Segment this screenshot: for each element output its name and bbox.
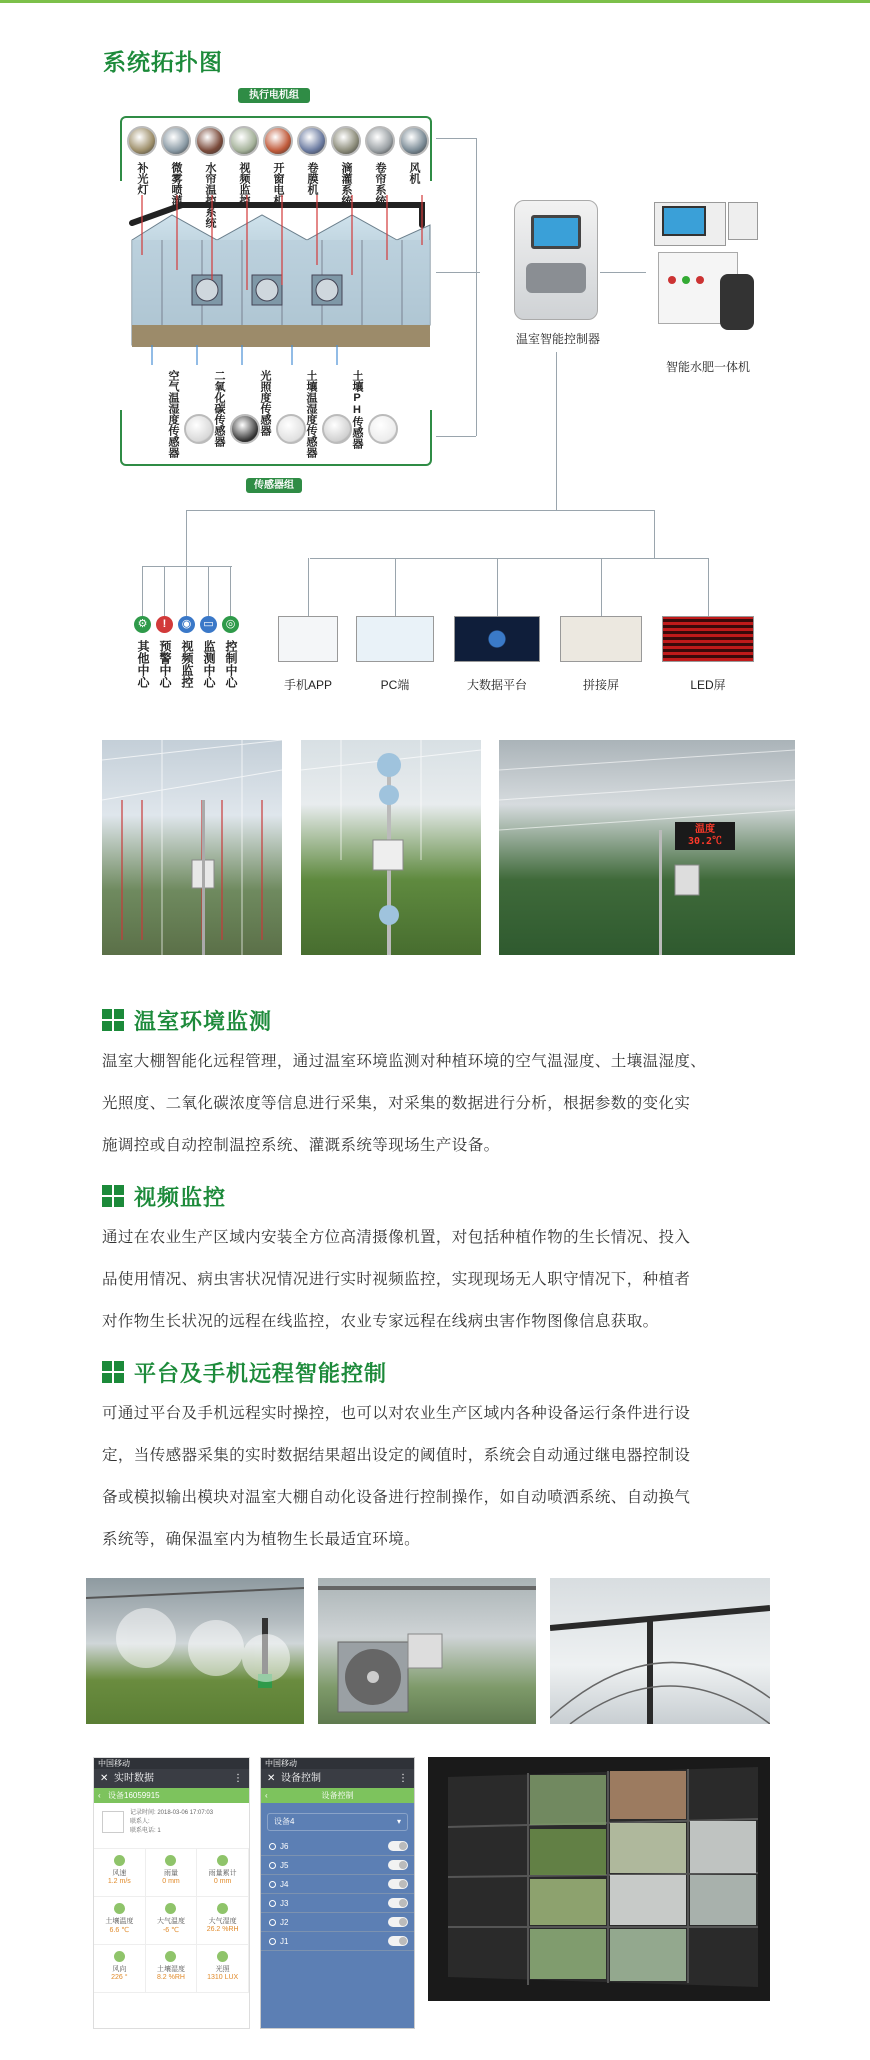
paragraph-line: 备或模拟输出模块对温室大棚自动化设备进行控制操作，如自动喷洒系统、自动换气 — [102, 1489, 691, 1506]
sensor-cell-value: 226 ° — [111, 1974, 128, 1981]
sensor-cell-name: 光照 — [215, 1966, 230, 1973]
center-label: 视频监控 — [180, 640, 194, 688]
actuator-label: 卷膜机 — [306, 162, 318, 195]
paragraph-line: 光照度、二氧化碳浓度等信息进行采集，对采集的数据进行分析，根据参数的变化实 — [102, 1095, 691, 1112]
switch-row — [261, 1837, 414, 1856]
greenhouse-illustration — [122, 195, 440, 365]
mist-irrigation-photo — [86, 1578, 304, 1724]
sensor-cell-icon — [217, 1903, 228, 1914]
more-icon[interactable]: ⋮ — [233, 1773, 243, 1784]
fertigation-device — [646, 196, 770, 346]
controller-screen — [531, 215, 581, 249]
section-icon — [102, 1009, 124, 1031]
actuator-group-label: 执行电机组 — [238, 88, 310, 103]
sensor-label: 土壤温湿度传感器 — [305, 370, 317, 458]
controller-device — [514, 200, 598, 320]
terminal-screen — [356, 616, 434, 662]
section-heading — [102, 1005, 772, 1035]
actuator-label: 视频监控 — [238, 162, 250, 206]
roof-frame-photo — [550, 1578, 770, 1724]
sensor-label: 空气温湿度传感器 — [167, 370, 179, 458]
device-select[interactable] — [267, 1813, 408, 1831]
actuator-label: 风机 — [408, 162, 420, 184]
sensor-cell-name: 土壤温度 — [105, 1918, 134, 1925]
connector-line — [230, 566, 231, 616]
connector-line — [476, 138, 477, 436]
connector-line — [142, 566, 143, 616]
switch-label: J5 — [280, 1861, 289, 1870]
sensor-cell-icon — [114, 1855, 125, 1866]
connector-line — [436, 272, 480, 273]
topology-title: 系统拓扑图 — [103, 49, 223, 75]
sensor-cell-name: 大气温度 — [156, 1918, 185, 1925]
switch-row — [261, 1856, 414, 1875]
sensor-cell-icon — [217, 1951, 228, 1962]
sensor-cell — [94, 1897, 146, 1945]
terminal-label: 大数据平台 — [466, 678, 527, 692]
sensor-cell — [146, 1897, 198, 1945]
switch-row — [261, 1932, 414, 1951]
paragraph-line: 通过在农业生产区域内安装全方位高清摄像机置，对包括种植作物的生长情况、投入 — [102, 1229, 691, 1246]
terminal-screen — [662, 616, 754, 662]
sensor-cell — [197, 1897, 249, 1945]
sensor-icon — [276, 414, 306, 444]
toggle-switch[interactable] — [388, 1917, 408, 1927]
info-line: 记录时间: 2018-03-06 17:07:03 — [130, 1810, 214, 1816]
connector-line — [497, 558, 498, 616]
sensor-cell — [197, 1945, 249, 1993]
actuator-label: 水帘温控系统 — [204, 162, 216, 228]
paragraph-line: 定，当传感器采集的实时数据结果超出设定的阈值时，系统会自动通过继电器控制设 — [102, 1447, 691, 1464]
actuator-icon — [297, 126, 327, 156]
actuator-label: 微雾喷灌 — [170, 162, 182, 206]
connector-line — [436, 436, 476, 437]
section-icon — [102, 1185, 124, 1207]
connector-line — [601, 558, 602, 616]
actuator-icon — [195, 126, 225, 156]
sensor-cell-value: 0 mm — [162, 1878, 180, 1885]
connector-line — [186, 566, 187, 616]
connector-line — [308, 558, 309, 616]
sensor-cell-icon — [114, 1951, 125, 1962]
actuator-label: 卷帘系统 — [374, 162, 386, 206]
actuator-icon — [365, 126, 395, 156]
video-wall-photo — [428, 1757, 770, 2001]
actuator-icon — [127, 126, 157, 156]
switch-row — [261, 1913, 414, 1932]
actuator-icon — [161, 126, 191, 156]
sensor-label: 光照度传感器 — [259, 370, 271, 436]
relay-icon — [269, 1900, 276, 1907]
terminal-screen — [278, 616, 338, 662]
led-readout: 温度 30.2℃ — [687, 824, 723, 847]
terminal-label: LED屏 — [690, 678, 726, 692]
paragraph-line: 品使用情况、病虫害状况情况进行实时视频监控，实现现场无人职守情况下，种植者 — [102, 1271, 691, 1288]
section-title: 温室环境监测 — [134, 1008, 273, 1034]
actuator-icon — [263, 126, 293, 156]
fertigation-label: 智能水肥一体机 — [665, 360, 750, 374]
sensor-cell-icon — [165, 1903, 176, 1914]
phone1-device: 设备16059915 — [108, 1791, 160, 1800]
sensor-cell-icon — [165, 1855, 176, 1866]
relay-icon — [269, 1938, 276, 1945]
switch-row — [261, 1894, 414, 1913]
monitor-icon: ▭ — [200, 616, 217, 633]
sensor-cell-value: 1.2 m/s — [107, 1878, 131, 1885]
center-label: 监测中心 — [202, 640, 216, 688]
sensor-icon — [322, 414, 352, 444]
connector-line — [395, 558, 396, 616]
connector-line — [600, 272, 646, 273]
actuator-icon — [331, 126, 361, 156]
paragraph-line: 温室大棚智能化远程管理，通过温室环境监测对种植环境的空气温湿度、土壤温湿度、 — [102, 1053, 707, 1070]
sensor-cell-icon — [114, 1903, 125, 1914]
warning-icon: ! — [156, 616, 173, 633]
connector-line — [208, 566, 209, 616]
toggle-switch[interactable] — [388, 1879, 408, 1889]
connector-line — [436, 138, 476, 139]
section-paragraph — [102, 1041, 772, 1167]
actuator-label: 开窗电机 — [272, 162, 284, 206]
switch-list — [261, 1837, 414, 1951]
sensor-cell-value: -6 ℃ — [162, 1927, 179, 1934]
controller-panel — [526, 263, 586, 293]
actuator-label: 滴灌系统 — [340, 162, 352, 206]
connector-line — [142, 566, 232, 567]
sensor-cell-value: 8.2 %RH — [156, 1974, 185, 1981]
controller-label: 温室智能控制器 — [515, 332, 600, 346]
sensor-label: 土壤PH传感器 — [351, 370, 363, 449]
camera-icon: ◉ — [178, 616, 195, 633]
relay-icon — [269, 1919, 276, 1926]
phone2-title: 设备控制 — [281, 1773, 321, 1784]
toggle-switch[interactable] — [388, 1898, 408, 1908]
sensor-cell-value: 6.6 ℃ — [109, 1927, 130, 1934]
center-label: 其他中心 — [136, 640, 150, 688]
sensor-icon — [184, 414, 214, 444]
connector-line — [164, 566, 165, 616]
switch-label: J2 — [280, 1918, 289, 1927]
back-icon[interactable]: ‹ — [265, 1791, 268, 1800]
info-line: 联系人: — [130, 1819, 150, 1825]
connector-line — [708, 558, 709, 616]
more-icon[interactable]: ⋮ — [398, 1773, 408, 1784]
center-label: 预警中心 — [158, 640, 172, 688]
actuator-icon — [399, 126, 429, 156]
section-environment — [102, 1005, 772, 1167]
sensor-cell-value: 0 mm — [213, 1878, 232, 1885]
phone1-title: 实时数据 — [114, 1773, 154, 1784]
phone-device-control — [260, 1757, 415, 2029]
paragraph-line: 可通过平台及手机远程实时操控，也可以对农业生产区域内各种设备运行条件进行设 — [102, 1405, 691, 1422]
connector-line — [556, 352, 557, 510]
gear-icon: ⚙ — [134, 616, 151, 633]
close-icon[interactable]: ✕ — [267, 1773, 276, 1784]
close-icon[interactable]: ✕ — [100, 1773, 109, 1784]
section-remote-control — [102, 1357, 772, 1561]
connector-line — [186, 510, 187, 566]
phone1-info — [130, 1809, 243, 1836]
switch-label: J3 — [280, 1899, 289, 1908]
device-image — [102, 1811, 124, 1833]
paragraph-line: 系统等，确保温室内为植物生长最适宜环境。 — [102, 1531, 421, 1548]
switch-label: J1 — [280, 1937, 289, 1946]
toggle-switch[interactable] — [388, 1841, 408, 1851]
fan-photo — [318, 1578, 536, 1724]
sensor-cell-icon — [165, 1951, 176, 1962]
phone-realtime-data — [93, 1757, 250, 2029]
phone2-header: 设备控制 — [321, 1791, 354, 1800]
device-select-value: 设备4 — [274, 1817, 295, 1826]
terminal-label: PC端 — [380, 678, 410, 692]
paragraph-line: 对作物生长状况的远程在线监控，农业专家远程在线病虫害作物图像信息获取。 — [102, 1313, 659, 1330]
section-heading — [102, 1181, 772, 1211]
sensor-cell-name: 雨量累计 — [208, 1870, 237, 1877]
sensor-cell-name: 土壤湿度 — [156, 1966, 185, 1973]
section-icon — [102, 1361, 124, 1383]
sensor-cell — [197, 1849, 249, 1897]
actuator-icon — [229, 126, 259, 156]
greenhouse-photo-3 — [499, 740, 795, 955]
sensor-icon — [230, 414, 260, 444]
section-heading — [102, 1357, 772, 1387]
connector-line — [654, 510, 655, 558]
sensor-cell-name: 风向 — [112, 1966, 127, 1973]
relay-icon — [269, 1862, 276, 1869]
sensor-cell — [94, 1849, 146, 1897]
sensor-label: 二氧化碳传感器 — [213, 370, 225, 447]
top-accent-bar — [0, 0, 870, 3]
switch-label: J6 — [280, 1842, 289, 1851]
terminal-screen — [454, 616, 540, 662]
sensor-cell-name: 大气湿度 — [208, 1918, 237, 1925]
terminal-screen — [560, 616, 642, 662]
center-label: 控制中心 — [224, 640, 238, 688]
toggle-switch[interactable] — [388, 1936, 408, 1946]
terminal-label: 手机APP — [283, 678, 332, 692]
section-video — [102, 1181, 772, 1343]
relay-icon — [269, 1843, 276, 1850]
switch-row — [261, 1875, 414, 1894]
section-title: 平台及手机远程智能控制 — [134, 1360, 388, 1386]
sensor-cell — [94, 1945, 146, 1993]
sensor-cell-name: 风速 — [112, 1870, 127, 1877]
sensor-cell-value: 1310 LUX — [207, 1974, 239, 1981]
sensor-cell-value: 26.2 %RH — [206, 1926, 239, 1933]
phone1-statusbar: 中国移动 — [94, 1758, 249, 1769]
section-paragraph — [102, 1393, 772, 1561]
actuator-label: 补光灯 — [136, 162, 148, 195]
control-icon: ◎ — [222, 616, 239, 633]
chevron-down-icon: ▾ — [396, 1817, 401, 1826]
sensor-cell-icon — [217, 1855, 228, 1866]
paragraph-line: 施调控或自动控制温控系统、灌溉系统等现场生产设备。 — [102, 1137, 500, 1154]
section-title: 视频监控 — [134, 1184, 227, 1210]
info-line: 联系电话: 1 — [130, 1828, 161, 1834]
back-icon[interactable]: ‹ — [98, 1791, 101, 1800]
terminal-label: 拼接屏 — [582, 678, 619, 692]
sensor-icon — [368, 414, 398, 444]
sensor-cell-name: 雨量 — [163, 1870, 178, 1877]
section-paragraph — [102, 1217, 772, 1343]
connector-line — [310, 558, 708, 559]
sensor-cell — [146, 1849, 198, 1897]
switch-label: J4 — [280, 1880, 289, 1889]
sensor-group-label: 传感器组 — [246, 478, 302, 493]
greenhouse-photo-2 — [301, 740, 481, 955]
connector-line — [186, 510, 654, 511]
phone2-statusbar: 中国移动 — [261, 1758, 414, 1769]
relay-icon — [269, 1881, 276, 1888]
greenhouse-photo-1 — [102, 740, 282, 955]
sensor-cell — [146, 1945, 198, 1993]
toggle-switch[interactable] — [388, 1860, 408, 1870]
